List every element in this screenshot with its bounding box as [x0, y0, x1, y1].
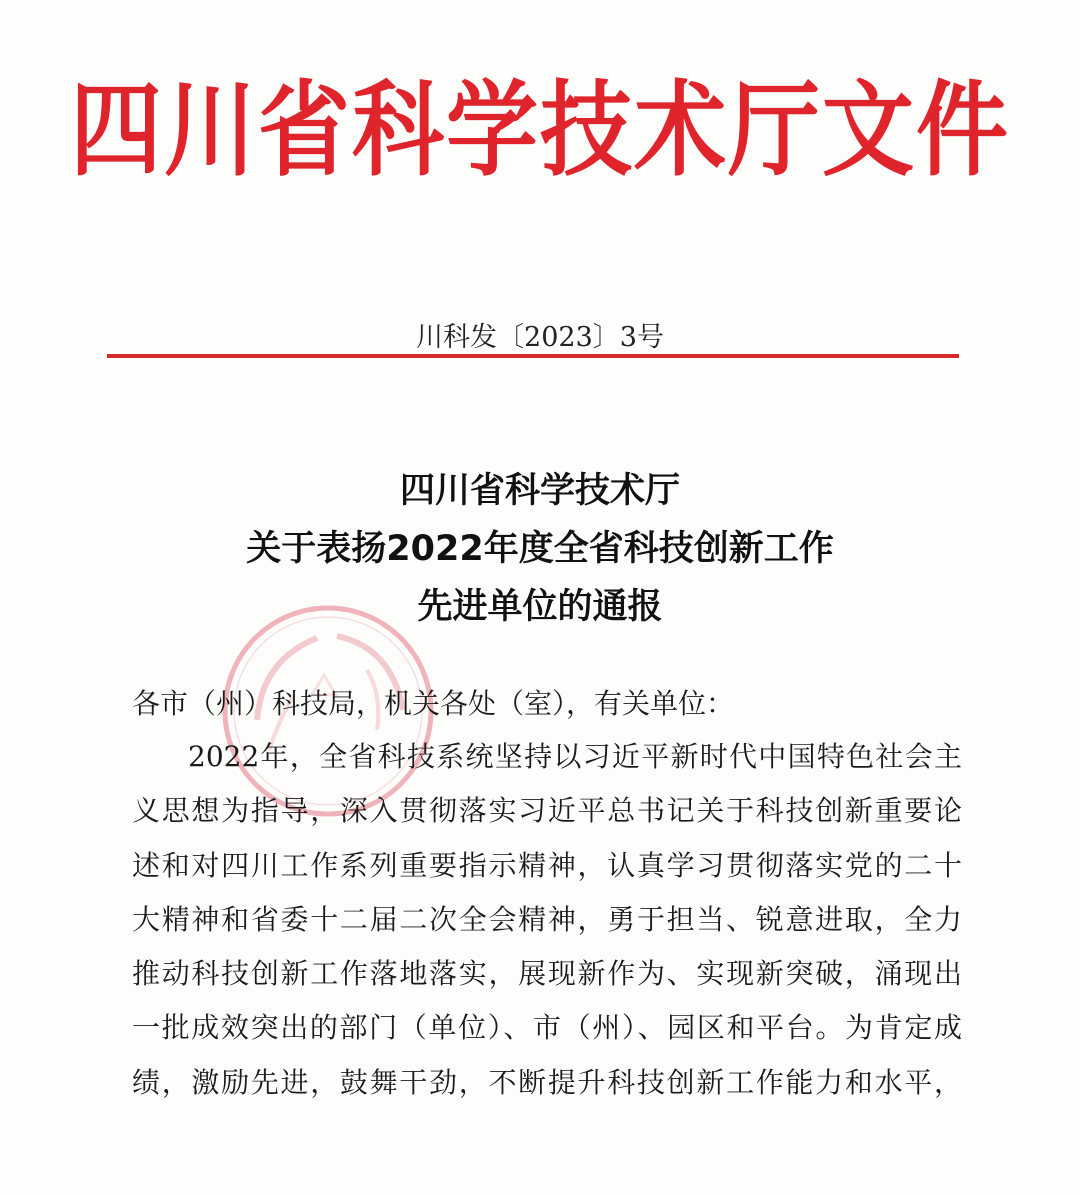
notice-title — [0, 462, 1080, 636]
body-line: 义思想为指导，深入贯彻落实习近平总书记关于科技创新重要论 — [132, 794, 962, 828]
body-line: 一批成效突出的部门（单位）、市（州）、园区和平台。为肯定成 — [132, 1011, 962, 1045]
notice-title-line-2: 关于表扬2022年度全省科技创新工作 — [246, 529, 834, 569]
addressee-line: 各市（州）科技局，机关各处（室），有关单位： — [132, 687, 735, 720]
document-number: 川科发〔2023〕3号 — [416, 322, 664, 353]
body-paragraph — [132, 730, 962, 1110]
body-line: 绩，激励先进，鼓舞干劲，不断提升科技创新工作能力和水平， — [132, 1065, 962, 1099]
body-line: 述和对四川工作系列重要指示精神，认真学习贯彻落实党的二十 — [132, 848, 962, 882]
notice-title-line-3: 先进单位的通报 — [417, 587, 663, 627]
body-line: 大精神和省委十二届二次全会精神，勇于担当、锐意进取，全力 — [132, 902, 962, 936]
body-line: 推动科技创新工作落地落实，展现新作为、实现新突破，涌现出 — [132, 957, 962, 991]
notice-title-line-1: 四川省科学技术厅 — [399, 471, 680, 511]
red-divider-line — [107, 354, 959, 358]
body-line: 2022年，全省科技系统坚持以习近平新时代中国特色社会主 — [188, 740, 962, 773]
document-header-title: 四川省科学技术厅文件 — [69, 70, 1010, 191]
